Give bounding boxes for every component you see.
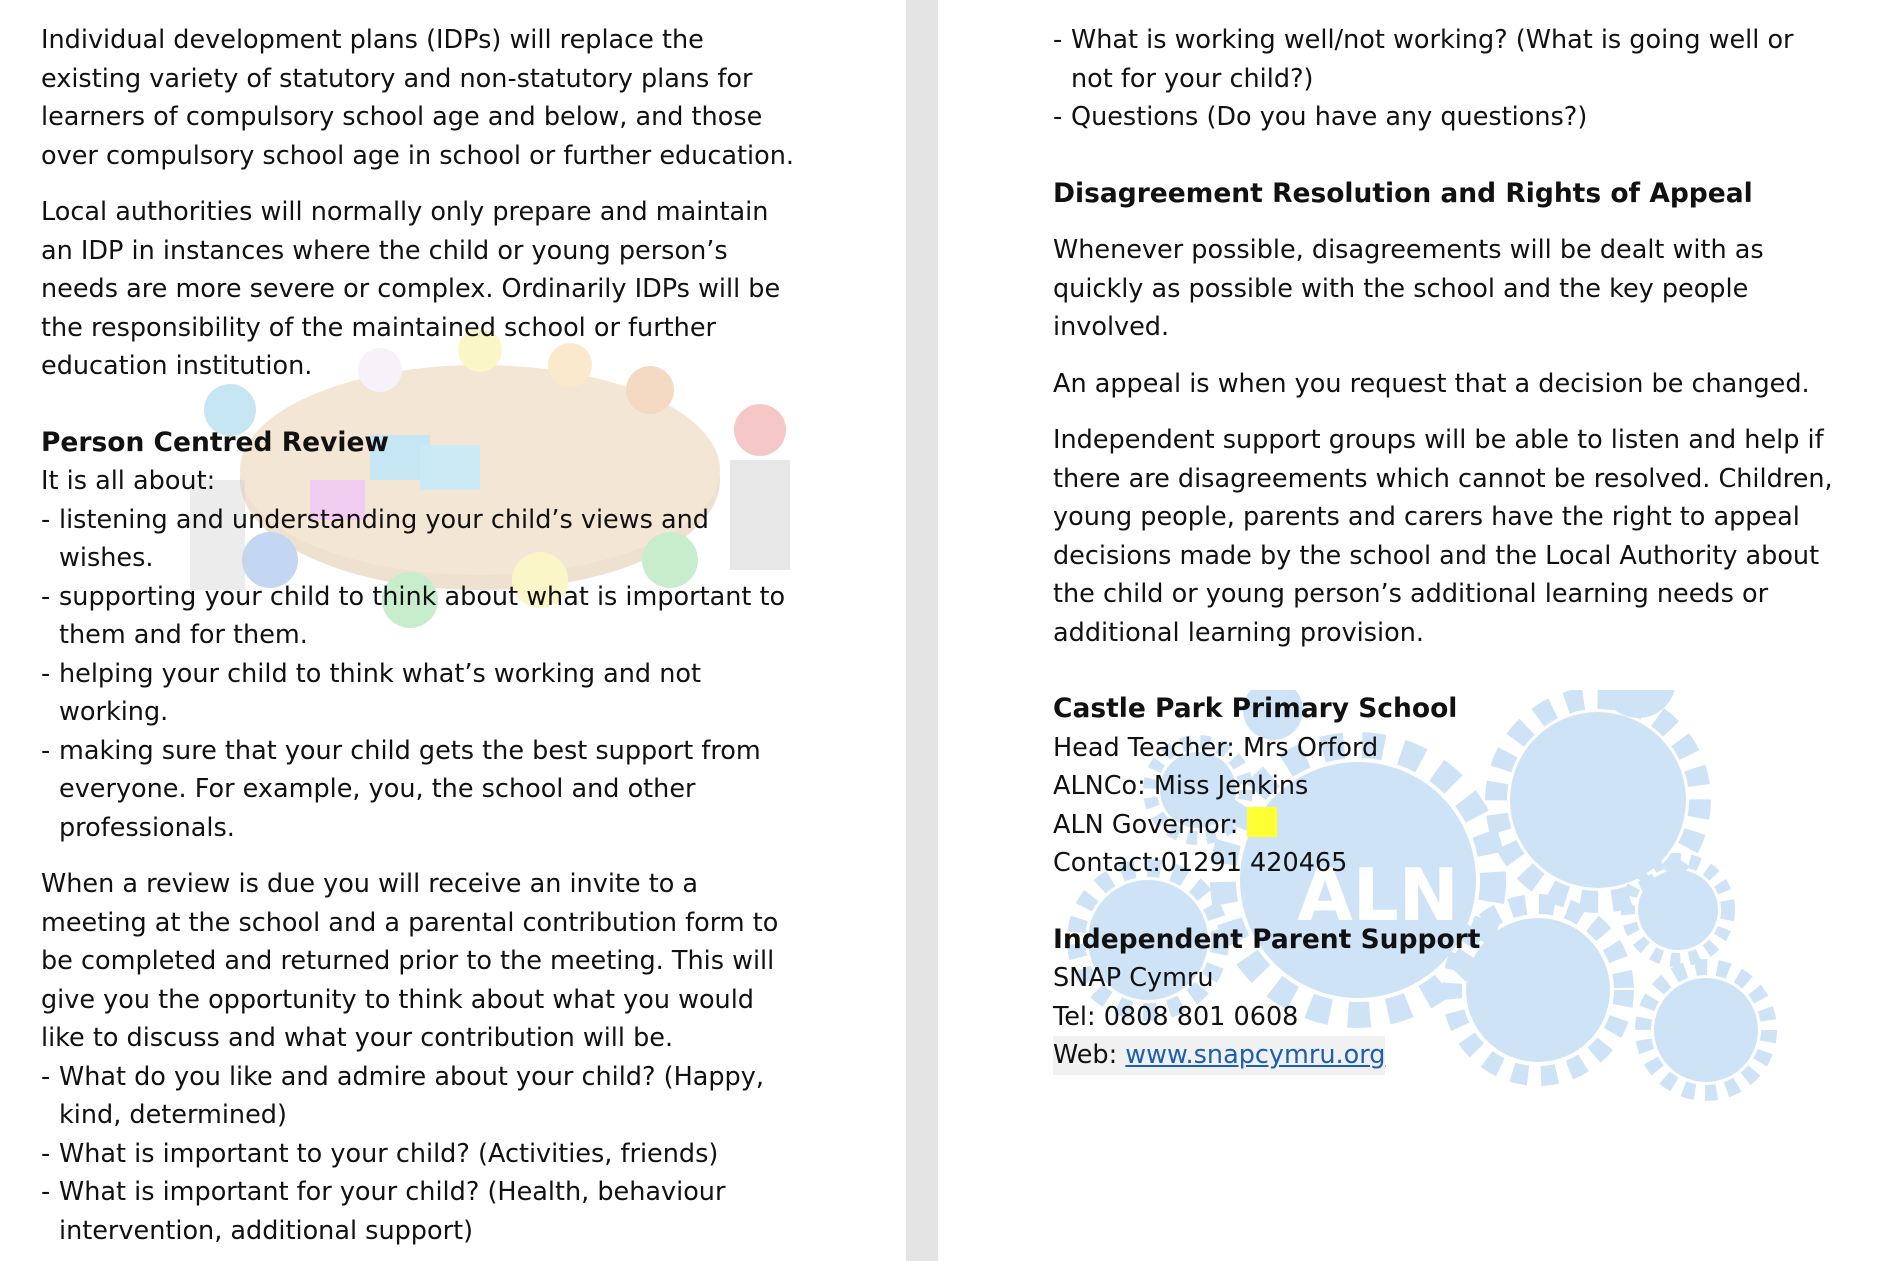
- pcr-intro: It is all about:: [41, 466, 216, 496]
- list-item: - What is working well/not working? (What is going well or not for your child?): [1053, 21, 1833, 98]
- local-authority-paragraph: Local authorities will normally only prepare and maintain an IDP in instances where the child or young person’s needs are more severe or complex. Ordinarily IDPs will be the responsibility of the maintained school or further education institution.: [41, 197, 781, 381]
- page-gutter: [906, 0, 938, 1261]
- list-item: - What do you like and admire about your child? (Happy, kind, determined): [41, 1058, 801, 1135]
- support-web: [1053, 1036, 1833, 1075]
- list-item: - making sure that your child gets the best support from everyone. For example, you, the school and other professionals.: [41, 732, 801, 848]
- aln-logo-text: ALN: [1297, 853, 1459, 937]
- appeal-heading: Disagreement Resolution and Rights of Appeal: [1053, 177, 1753, 209]
- pcr-list: [41, 501, 801, 848]
- list-item: - Questions (Do you have any questions?): [1053, 98, 1833, 137]
- continued-questions-list: [1053, 21, 1833, 137]
- intro-paragraph: Individual development plans (IDPs) will replace the existing variety of statutory and non-statutory plans for learners of compulsory school age and below, and those over compulsory school age in school or further education.: [41, 25, 794, 171]
- highlight-placeholder: [1247, 807, 1277, 837]
- appeal-paragraph-3: Independent support groups will be able to listen and help if there are disagreements which cannot be resolved. Children, young people, parents and carers have the right to appeal decisions made by the school and the Local Authority about the child or young person’s additional learning needs or additional learning provision.: [1053, 425, 1833, 648]
- person-centred-review-heading: Person Centred Review: [41, 426, 389, 458]
- left-column: [41, 21, 801, 1250]
- school-contact: Contact:01291 420465: [1053, 848, 1348, 878]
- list-item: - supporting your child to think about what is important to them and for them.: [41, 578, 801, 655]
- review-paragraph: When a review is due you will receive an invite to a meeting at the school and a parental contribution form to be completed and returned prior to the meeting. This will give you the opportunity to think about what you would like to discuss and what your contribution will be.: [41, 869, 779, 1053]
- support-tel: Tel: 0808 801 0608: [1053, 1001, 1299, 1032]
- list-item: - listening and understanding your child’s views and wishes.: [41, 501, 801, 578]
- left-page: [0, 0, 906, 1261]
- web-label: Web:: [1053, 1040, 1118, 1070]
- review-questions-list: [41, 1058, 801, 1251]
- support-org: SNAP Cymru: [1053, 963, 1214, 993]
- aln-governor: [1053, 806, 1833, 845]
- aln-governor-label: ALN Governor:: [1053, 809, 1239, 840]
- snapcymru-link[interactable]: www.snapcymru.org: [1125, 1040, 1386, 1070]
- right-page: [938, 0, 1884, 1261]
- support-heading: Independent Parent Support: [1053, 923, 1481, 955]
- list-item: - What is important for your child? (Health, behaviour intervention, additional support): [41, 1173, 801, 1250]
- alnco: ALNCo: Miss Jenkins: [1053, 771, 1309, 801]
- appeal-paragraph-1: Whenever possible, disagreements will be dealt with as quickly as possible with the school and the key people involved.: [1053, 235, 1764, 342]
- list-item: - helping your child to think what’s working and not working.: [41, 655, 801, 732]
- appeal-paragraph-2: An appeal is when you request that a decision be changed.: [1053, 368, 1810, 399]
- head-teacher: Head Teacher: Mrs Orford: [1053, 732, 1379, 763]
- right-column: [1053, 21, 1833, 1075]
- list-item: - What is important to your child? (Activities, friends): [41, 1135, 801, 1174]
- school-heading: Castle Park Primary School: [1053, 693, 1458, 724]
